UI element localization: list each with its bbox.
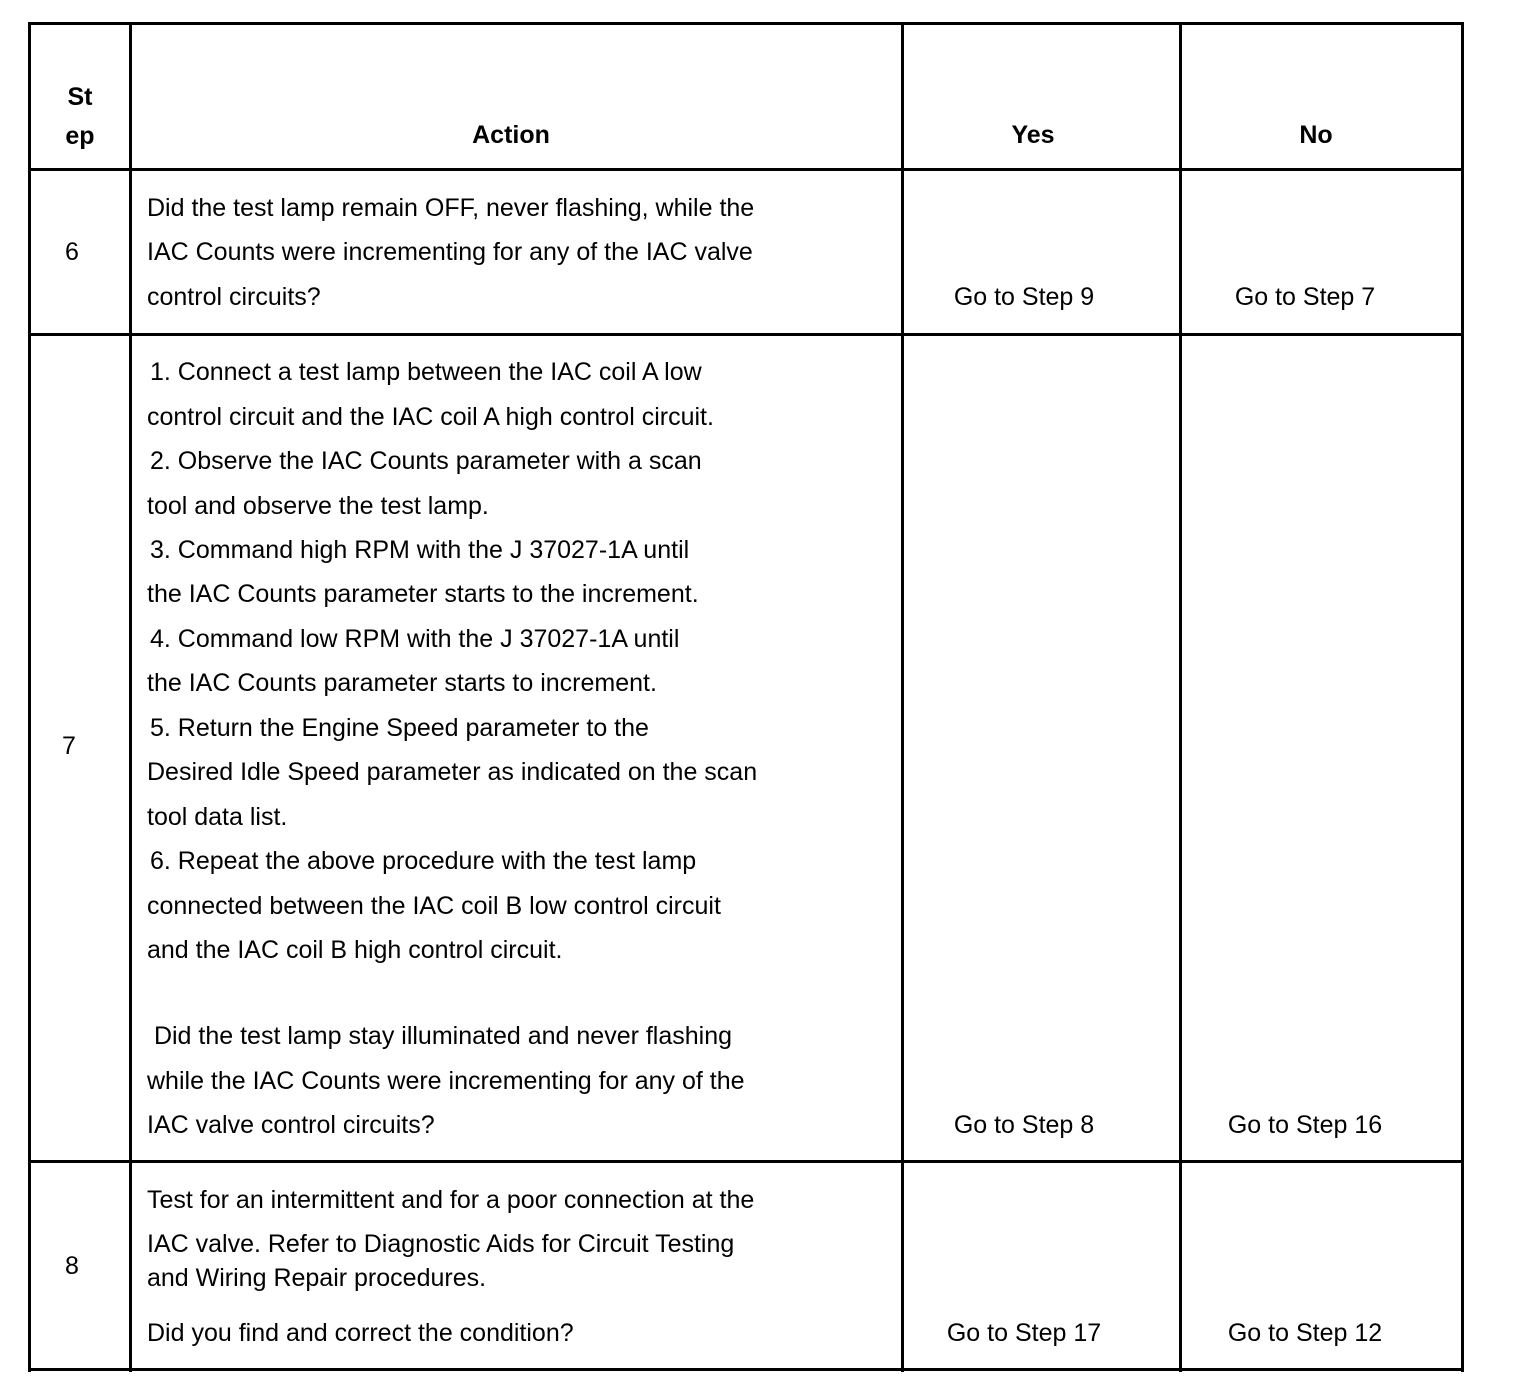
action-text: Desired Idle Speed parameter as indicated on the scan <box>147 758 758 786</box>
action-text: 5. Return the Engine Speed parameter to the <box>150 714 649 742</box>
action-text: control circuit and the IAC coil A high control circuit. <box>147 403 714 431</box>
no-link[interactable]: Go to Step 12 <box>1227 1319 1383 1347</box>
question-text: Did the test lamp stay illuminated and never flashing <box>147 1022 733 1050</box>
yes-link[interactable]: Go to Step 17 <box>946 1319 1102 1347</box>
header-divider <box>28 168 1464 171</box>
row-divider <box>28 333 1464 336</box>
action-text: tool data list. <box>147 803 288 831</box>
step-number: 8 <box>65 1252 79 1280</box>
question-text: IAC valve control circuits? <box>147 1111 435 1139</box>
header-step <box>31 78 129 156</box>
header-yes: Yes <box>1011 121 1055 149</box>
column-divider <box>1179 22 1182 1372</box>
yes-link[interactable]: Go to Step 8 <box>953 1111 1095 1139</box>
row-divider <box>28 1160 1464 1163</box>
question-text: Did you find and correct the condition? <box>147 1319 574 1347</box>
header-action: Action <box>472 121 550 149</box>
table-border-right <box>1461 22 1464 1372</box>
action-text: connected between the IAC coil B low control circuit <box>147 892 721 920</box>
action-text: 2. Observe the IAC Counts parameter with a scan <box>150 447 702 475</box>
action-text: 6. Repeat the above procedure with the test lamp <box>150 847 697 875</box>
header-step-line2: ep <box>65 122 95 150</box>
action-text: and the IAC coil B high control circuit. <box>147 936 563 964</box>
action-text: IAC valve. Refer to Diagnostic Aids for Circuit Testing <box>147 1230 735 1258</box>
column-divider <box>901 22 904 1372</box>
column-divider <box>129 22 132 1372</box>
action-text: IAC Counts were incrementing for any of the IAC valve <box>147 238 753 266</box>
action-text: tool and observe the test lamp. <box>147 492 489 520</box>
action-text: 4. Command low RPM with the J 37027-1A until <box>150 625 680 653</box>
yes-link[interactable]: Go to Step 9 <box>953 283 1095 311</box>
action-text: and Wiring Repair procedures. <box>147 1264 487 1292</box>
action-text: control circuits? <box>147 283 321 311</box>
table-border-top <box>28 22 1464 25</box>
action-text: the IAC Counts parameter starts to the increment. <box>147 580 699 608</box>
step-number: 7 <box>62 732 76 760</box>
header-step-line1: St <box>67 83 93 111</box>
action-text: Did the test lamp remain OFF, never flashing, while the <box>147 194 755 222</box>
question-text: while the IAC Counts were incrementing for any of the <box>147 1067 745 1095</box>
step-number: 6 <box>65 238 79 266</box>
table-border-bottom <box>28 1368 1464 1371</box>
no-link[interactable]: Go to Step 16 <box>1227 1111 1383 1139</box>
diagnostic-table <box>28 22 1464 1372</box>
no-link[interactable]: Go to Step 7 <box>1234 283 1376 311</box>
table-border-left <box>28 22 31 1372</box>
action-text: the IAC Counts parameter starts to increment. <box>147 669 657 697</box>
action-text: Test for an intermittent and for a poor connection at the <box>147 1186 755 1214</box>
header-no: No <box>1299 121 1333 149</box>
action-text: 1. Connect a test lamp between the IAC coil A low <box>150 358 702 386</box>
action-text: 3. Command high RPM with the J 37027-1A until <box>150 536 690 564</box>
